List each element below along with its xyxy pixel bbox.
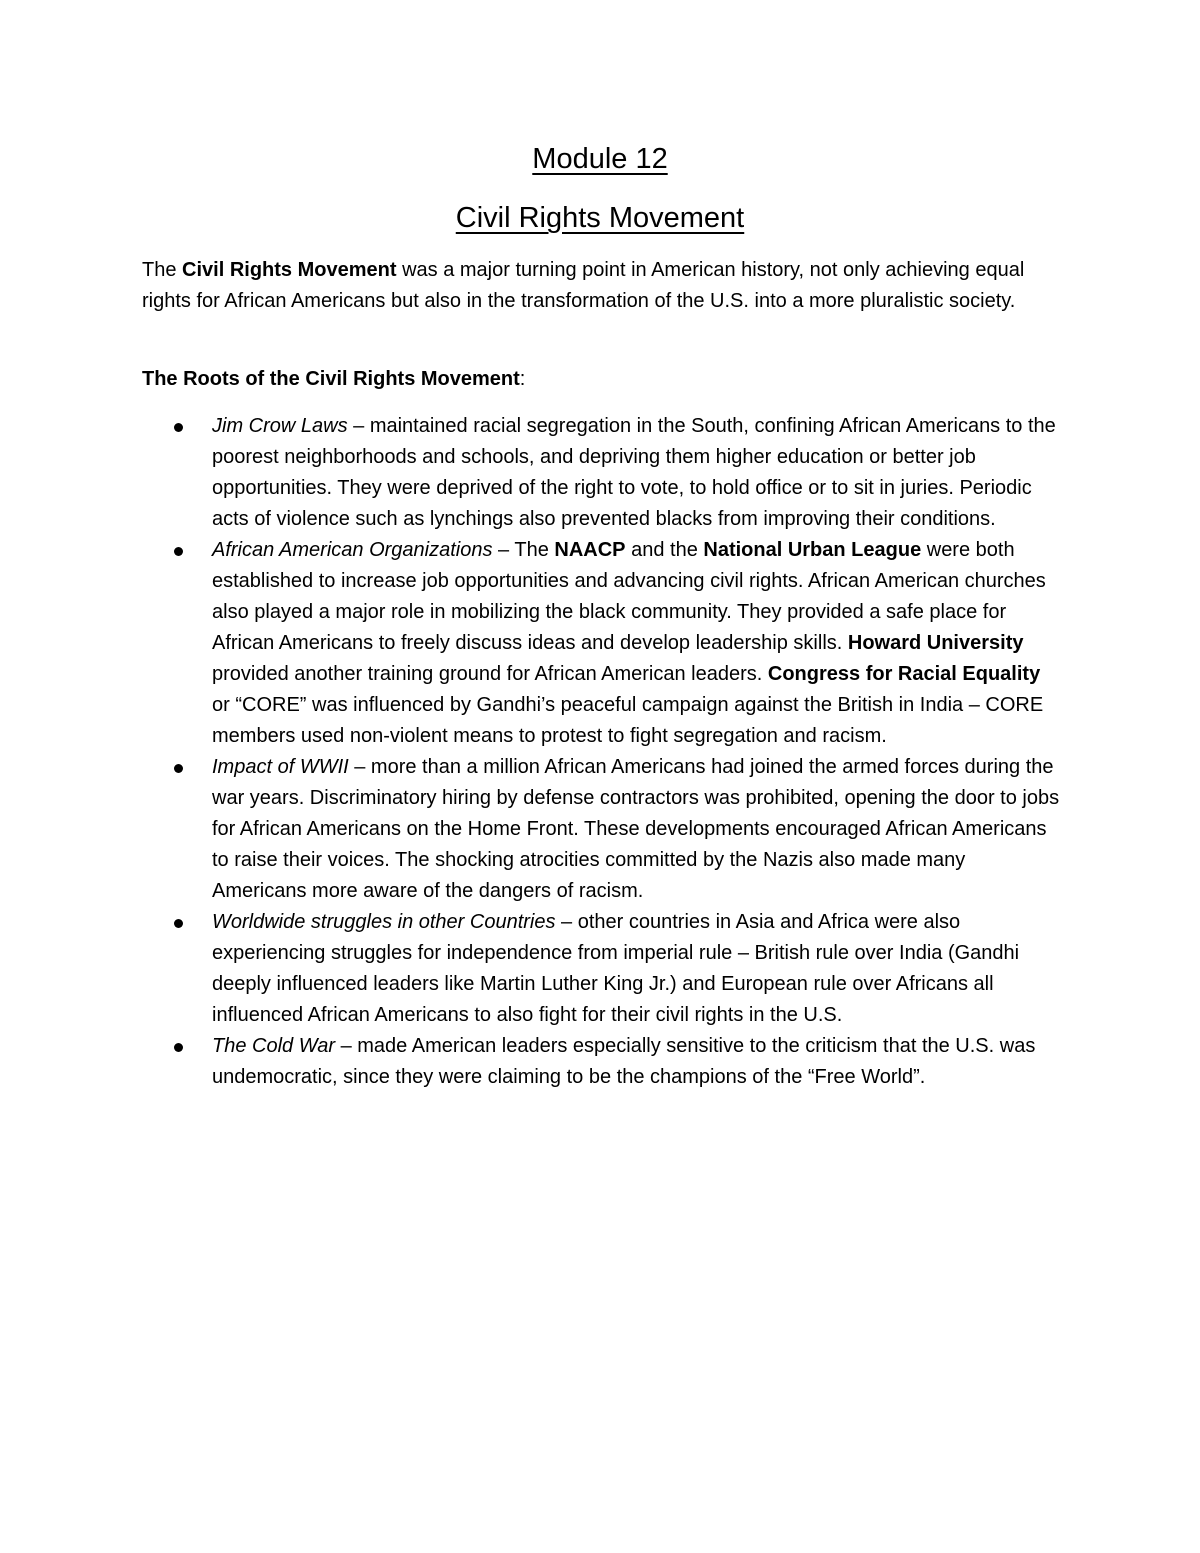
bullet-term: The Cold War bbox=[212, 1035, 336, 1057]
bullet-text: – maintained racial segregation in the South, confining African Americans to the poorest neighborhoods and schools, and depriving them higher education or better job opportunities. They were deprived of the right to vote, to hold office or to sit in juries. Periodic acts of violence such as lynchings also prevented blacks from improving their conditions. bbox=[212, 415, 1056, 530]
list-item bbox=[142, 752, 1062, 907]
bullet-text: – The bbox=[492, 539, 555, 561]
roots-heading bbox=[142, 364, 1062, 395]
bullet-term: Impact of WWII bbox=[212, 756, 349, 778]
intro-text: was a major turning point in American history, not only achieving equal rights for African Americans but also in the transformation of the U.S. into a more pluralistic society. bbox=[142, 259, 1025, 312]
roots-list bbox=[142, 411, 1062, 1093]
bullet-icon bbox=[174, 1043, 183, 1052]
intro-paragraph bbox=[142, 255, 1062, 317]
bullet-text: – made American leaders especially sensitive to the criticism that the U.S. was undemocratic, since they were claiming to be the champions of the “Free World”. bbox=[212, 1035, 1036, 1088]
roots-heading-colon: : bbox=[519, 368, 526, 390]
bullet-text: were both established to increase job opportunities and advancing civil rights. African American churches also played a major role in mobilizing the black community. They provided a safe place for African Americans to freely discuss ideas and develop leadership skills. bbox=[212, 539, 1046, 654]
intro-bold-term: Civil Rights Movement bbox=[182, 259, 397, 281]
bullet-icon bbox=[174, 423, 183, 432]
bullet-icon bbox=[174, 764, 183, 773]
bullet-text: or “CORE” was influenced by Gandhi’s peaceful campaign against the British in India – CORE members used non-violent means to protest to fight segregation and racism. bbox=[212, 694, 1044, 747]
intro-prefix: The bbox=[142, 259, 183, 281]
list-item bbox=[142, 907, 1062, 1031]
bullet-term: Jim Crow Laws bbox=[212, 415, 348, 437]
bold-term-urban-league: National Urban League bbox=[703, 539, 922, 561]
roots-heading-text: The Roots of the Civil Rights Movement bbox=[142, 368, 520, 390]
bullet-icon bbox=[174, 547, 183, 556]
list-item bbox=[142, 411, 1062, 535]
bullet-text: and the bbox=[625, 539, 704, 561]
bullet-text: – other countries in Asia and Africa were also experiencing struggles for independence from imperial rule – British rule over India (Gandhi deeply influenced leaders like Martin Luther King Jr.) and European rule over Africans all influenced African Americans to also fight for their civil rights in the U.S. bbox=[212, 911, 1020, 1026]
page-subtitle: Civil Rights Movement bbox=[455, 202, 745, 234]
bullet-term: Worldwide struggles in other Countries bbox=[212, 911, 556, 933]
bold-term-howard: Howard University bbox=[847, 632, 1024, 654]
bullet-icon bbox=[174, 919, 183, 928]
bold-term-core: Congress for Racial Equality bbox=[767, 663, 1041, 685]
bullet-term: African American Organizations bbox=[212, 539, 493, 561]
list-item bbox=[142, 535, 1062, 752]
bullet-text: – more than a million African Americans had joined the armed forces during the war years. Discriminatory hiring by defense contractors was prohibited, opening the door to jobs for African Americans on the Home Front. These developments encouraged African Americans to raise their voices. The shocking atrocities committed by the Nazis also made many Americans more aware of the dangers of racism. bbox=[212, 756, 1060, 902]
module-title: Module 12 bbox=[532, 143, 668, 175]
bullet-text: provided another training ground for African American leaders. bbox=[212, 663, 768, 685]
bold-term-naacp: NAACP bbox=[554, 539, 626, 561]
list-item bbox=[142, 1031, 1062, 1093]
